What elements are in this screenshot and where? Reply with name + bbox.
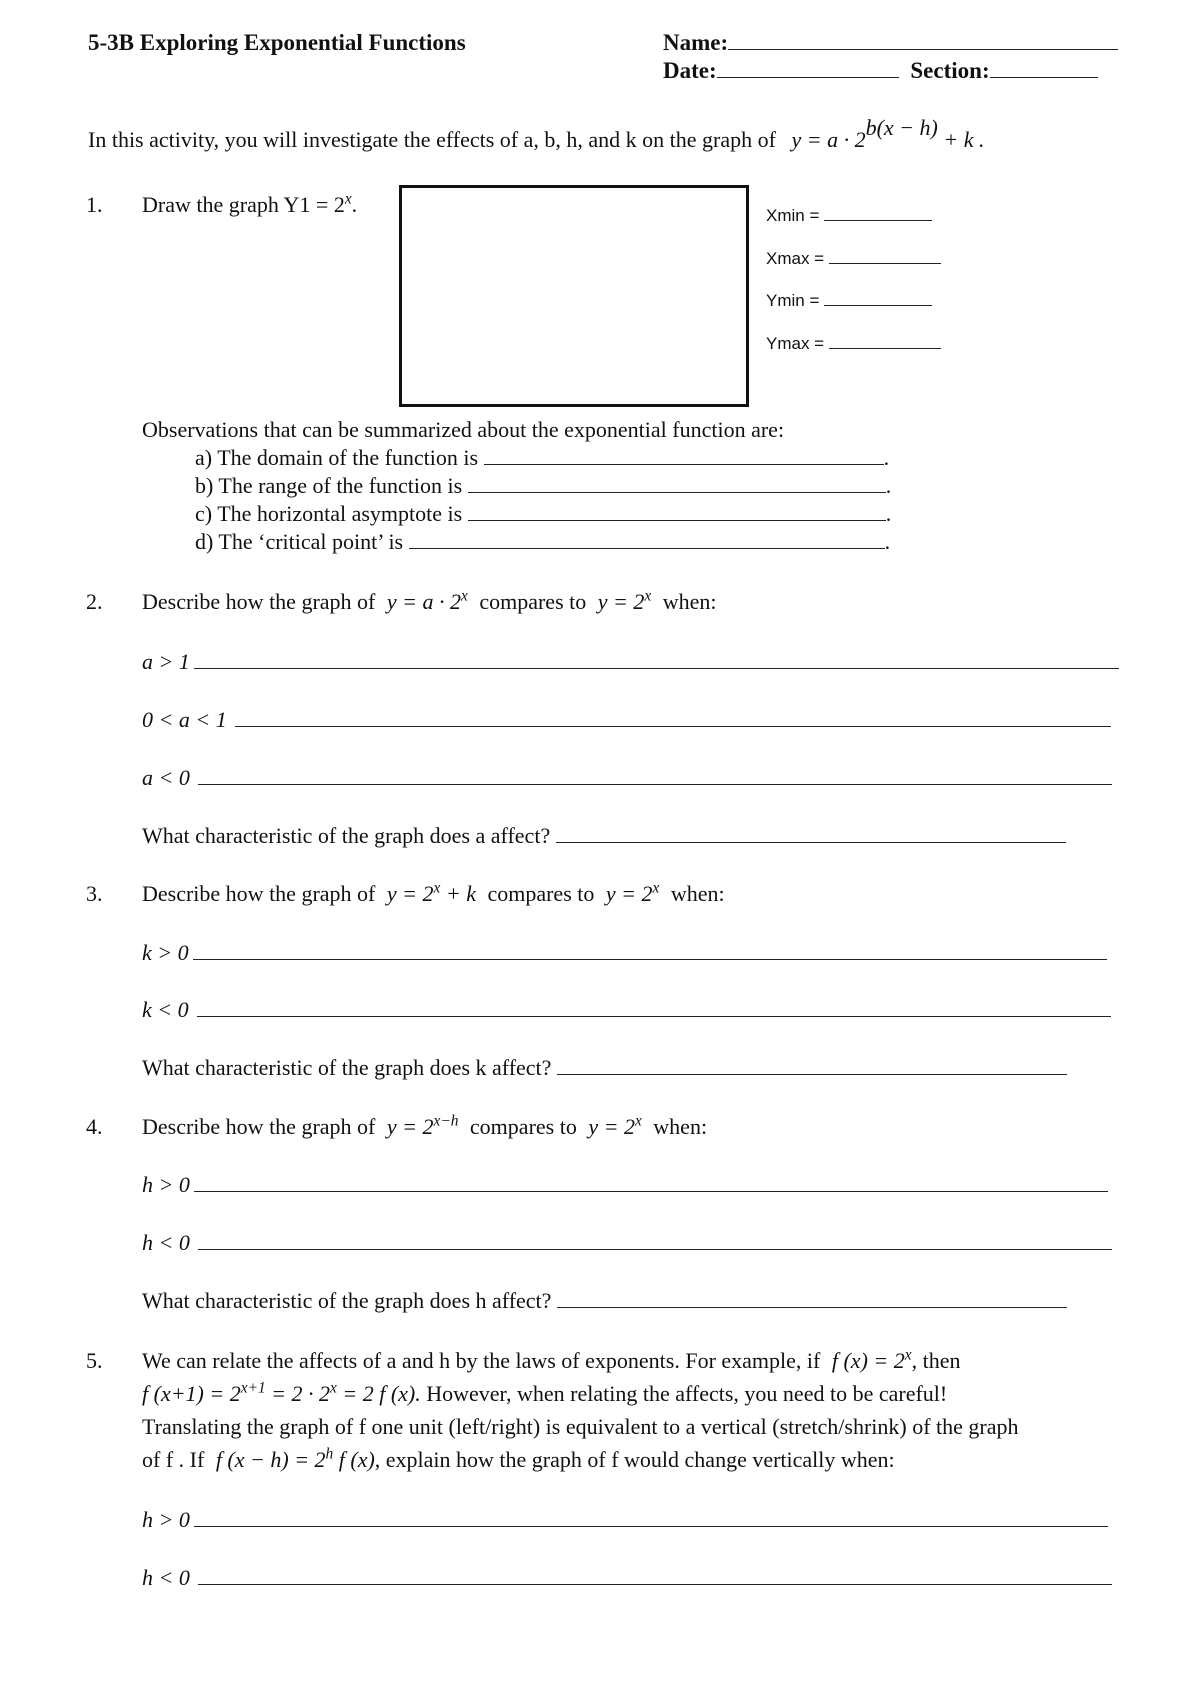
name-blank[interactable] xyxy=(728,49,1118,50)
q3-prompt xyxy=(142,881,725,907)
q4-prompt-mid: compares to xyxy=(469,1114,577,1139)
q4-characteristic-blank[interactable] xyxy=(557,1307,1067,1308)
section-label: Section: xyxy=(910,58,990,83)
q5-line4-text-b: , explain how the graph of f would change vertically when: xyxy=(374,1447,895,1472)
q4-case-2-blank[interactable] xyxy=(198,1249,1112,1250)
q4-prompt-end: when: xyxy=(653,1114,708,1139)
q4-number: 4. xyxy=(86,1114,103,1139)
q3-eq1-tail: + k xyxy=(440,881,476,906)
observation-asymptote-blank[interactable] xyxy=(468,520,886,521)
q1-prompt-text: Draw the graph Y1 = 2 xyxy=(142,192,345,217)
q1-observation-asymptote: c) The horizontal asymptote is . xyxy=(195,501,892,526)
q1-observation-domain: a) The domain of the function is . xyxy=(195,445,890,470)
observation-domain-label: a) The domain of the function is xyxy=(195,445,479,470)
q3-characteristic xyxy=(142,1055,1067,1081)
q5-line4-text-a: of f . If xyxy=(142,1447,205,1472)
q5-line4-equation xyxy=(216,1447,375,1472)
q5-line-4 xyxy=(142,1447,895,1473)
xmin-field xyxy=(766,206,932,226)
q3-characteristic-blank[interactable] xyxy=(557,1074,1067,1075)
q1-prompt-exponent: x xyxy=(344,190,352,208)
q4-equation-1 xyxy=(387,1114,459,1139)
q4-eq2-base: y = 2 xyxy=(588,1114,635,1139)
q1-observation-critical-point: d) The ‘critical point’ is . xyxy=(195,529,891,554)
q4-case-h-positive xyxy=(142,1172,1108,1198)
xmax-blank[interactable] xyxy=(829,263,941,264)
q3-number: 3. xyxy=(86,881,103,906)
ymin-blank[interactable] xyxy=(824,305,932,306)
q5-line-1 xyxy=(142,1348,960,1374)
q2-eq1-base: y = a · 2 xyxy=(386,589,461,614)
q3-eq2-exponent: x xyxy=(652,879,660,897)
q2-characteristic xyxy=(142,823,1066,849)
q2-number: 2. xyxy=(86,589,103,614)
observation-critical-point-blank[interactable] xyxy=(409,548,885,549)
q2-characteristic-question: What characteristic of the graph does a affect? xyxy=(142,823,551,848)
q2-prompt-start: Describe how the graph of xyxy=(142,589,376,614)
ymin-label: Ymin = xyxy=(766,291,825,310)
q4-case-1-blank[interactable] xyxy=(194,1191,1108,1192)
q5-line-3: Translating the graph of f one unit (left/right) is equivalent to a vertical (stretch/shrink) of the graph xyxy=(142,1414,1019,1439)
q5-number: 5. xyxy=(86,1348,103,1373)
q5-line2-eq-a: f (x+1) = 2 xyxy=(142,1381,241,1406)
q3-eq1-base: y = 2 xyxy=(386,881,434,906)
q5-case-2-label: h < 0 xyxy=(142,1565,190,1590)
q2-case-2-label: 0 < a < 1 xyxy=(142,707,227,732)
name-field xyxy=(663,30,1118,56)
q4-characteristic xyxy=(142,1288,1067,1314)
ymax-label: Ymax = xyxy=(766,334,829,353)
q2-characteristic-blank[interactable] xyxy=(556,842,1066,843)
q4-eq2-exponent: x xyxy=(634,1112,642,1130)
q4-prompt xyxy=(142,1114,707,1140)
q2-eq2-base: y = 2 xyxy=(597,589,645,614)
q1-number: 1. xyxy=(86,192,103,217)
q3-prompt-start: Describe how the graph of xyxy=(142,881,376,906)
q3-prompt-mid: compares to xyxy=(487,881,595,906)
q3-case-2-label: k < 0 xyxy=(142,997,189,1022)
date-label: Date: xyxy=(663,58,717,83)
q1-prompt-end: . xyxy=(351,192,358,217)
section-blank[interactable] xyxy=(990,77,1098,78)
q2-case-a-greater-1 xyxy=(142,649,1119,675)
graph-drawing-box[interactable] xyxy=(399,185,749,407)
q4-prompt-start: Describe how the graph of xyxy=(142,1114,376,1139)
q3-eq2-base: y = 2 xyxy=(605,881,653,906)
q5-line1-end: , then xyxy=(911,1348,961,1373)
q1-observation-range: b) The range of the function is . xyxy=(195,473,892,498)
q5-line1-text: We can relate the affects of a and h by the laws of exponents. For example, if xyxy=(142,1348,821,1373)
q1-observations-intro: Observations that can be summarized about the exponential function are: xyxy=(142,417,785,442)
q3-characteristic-question: What characteristic of the graph does k affect? xyxy=(142,1055,552,1080)
q3-prompt-end: when: xyxy=(670,881,725,906)
q3-case-k-negative xyxy=(142,997,1111,1023)
q2-case-1-blank[interactable] xyxy=(194,668,1119,669)
q4-characteristic-question: What characteristic of the graph does h affect? xyxy=(142,1288,552,1313)
q5-line2-text: However, when relating the affects, you need to be careful! xyxy=(420,1381,948,1406)
q5-case-h-positive xyxy=(142,1507,1108,1533)
observation-critical-point-label: d) The ‘critical point’ is xyxy=(195,529,404,554)
q5-line4-eq-tail: f (x) xyxy=(333,1447,375,1472)
q3-case-2-blank[interactable] xyxy=(197,1016,1111,1017)
observation-asymptote-label: c) The horizontal asymptote is xyxy=(195,501,463,526)
q5-line-2 xyxy=(142,1381,947,1407)
q2-case-a-negative xyxy=(142,765,1112,791)
ymin-field xyxy=(766,291,932,311)
q5-line2-eq-exp: x+1 xyxy=(240,1379,266,1397)
q2-equation-2 xyxy=(598,589,651,614)
q5-line1-eq-base: f (x) = 2 xyxy=(831,1348,905,1373)
xmax-label: Xmax = xyxy=(766,249,829,268)
date-blank[interactable] xyxy=(717,77,899,78)
xmin-label: Xmin = xyxy=(766,206,825,225)
observation-domain-blank[interactable] xyxy=(484,464,884,465)
q2-prompt-end: when: xyxy=(662,589,717,614)
q2-prompt xyxy=(142,589,716,615)
observation-range-label: b) The range of the function is xyxy=(195,473,463,498)
q3-case-1-blank[interactable] xyxy=(193,959,1107,960)
q2-case-3-blank[interactable] xyxy=(198,784,1112,785)
q2-eq2-exponent: x xyxy=(644,587,652,605)
q4-case-1-label: h > 0 xyxy=(142,1172,190,1197)
q2-case-1-label: a > 1 xyxy=(142,649,190,674)
q4-equation-2 xyxy=(588,1114,641,1139)
q5-line4-eq-exponent: h xyxy=(325,1445,334,1463)
q5-line2-eq-b: = 2 · 2 xyxy=(265,1381,331,1406)
q5-case-h-negative xyxy=(142,1565,1112,1591)
date-section-field xyxy=(663,58,1098,84)
q2-case-3-label: a < 0 xyxy=(142,765,190,790)
intro-formula-exponent: b(x − h) xyxy=(865,115,938,140)
q3-eq1-exponent: x xyxy=(433,879,441,897)
q2-equation-1 xyxy=(387,589,468,614)
q3-case-1-label: k > 0 xyxy=(142,940,189,965)
ymax-field xyxy=(766,334,941,354)
q2-prompt-mid: compares to xyxy=(479,589,587,614)
q4-eq1-base: y = 2 xyxy=(386,1114,434,1139)
intro-formula xyxy=(791,115,985,152)
q5-case-2-blank[interactable] xyxy=(198,1584,1112,1585)
q5-line2-eq-c: = 2 f (x). xyxy=(336,1381,421,1406)
observation-range-blank[interactable] xyxy=(468,492,886,493)
q5-line1-eq-exponent: x xyxy=(904,1346,912,1364)
q5-line4-eq-base: f (x − h) = 2 xyxy=(215,1447,326,1472)
q4-case-h-negative xyxy=(142,1230,1112,1256)
q4-eq1-exponent: x−h xyxy=(433,1112,459,1130)
xmax-field xyxy=(766,249,941,269)
q2-eq1-exponent: x xyxy=(461,587,468,605)
intro-sentence: In this activity, you will investigate the effects of a, b, h, and k on the graph of xyxy=(88,127,776,152)
q5-line2-equation xyxy=(142,1381,421,1406)
q2-case-2-blank[interactable] xyxy=(235,726,1111,727)
q2-case-a-between xyxy=(142,707,1111,733)
q4-case-2-label: h < 0 xyxy=(142,1230,190,1255)
ymax-blank[interactable] xyxy=(829,348,941,349)
q5-line1-equation xyxy=(832,1348,912,1373)
q5-case-1-label: h > 0 xyxy=(142,1507,190,1532)
xmin-blank[interactable] xyxy=(824,220,932,221)
q3-equation-1 xyxy=(387,881,476,906)
q3-equation-2 xyxy=(606,881,659,906)
q1-prompt xyxy=(142,192,357,218)
q5-line2-eq-exp2: x xyxy=(330,1379,337,1397)
intro-formula-base: y = a · 2 xyxy=(791,127,866,152)
worksheet-title: 5-3B Exploring Exponential Functions xyxy=(88,30,466,55)
q3-case-k-positive xyxy=(142,940,1107,966)
name-label: Name: xyxy=(663,30,729,55)
intro-text xyxy=(88,115,985,153)
q5-case-1-blank[interactable] xyxy=(194,1526,1108,1527)
intro-formula-tail: + k . xyxy=(943,127,985,152)
